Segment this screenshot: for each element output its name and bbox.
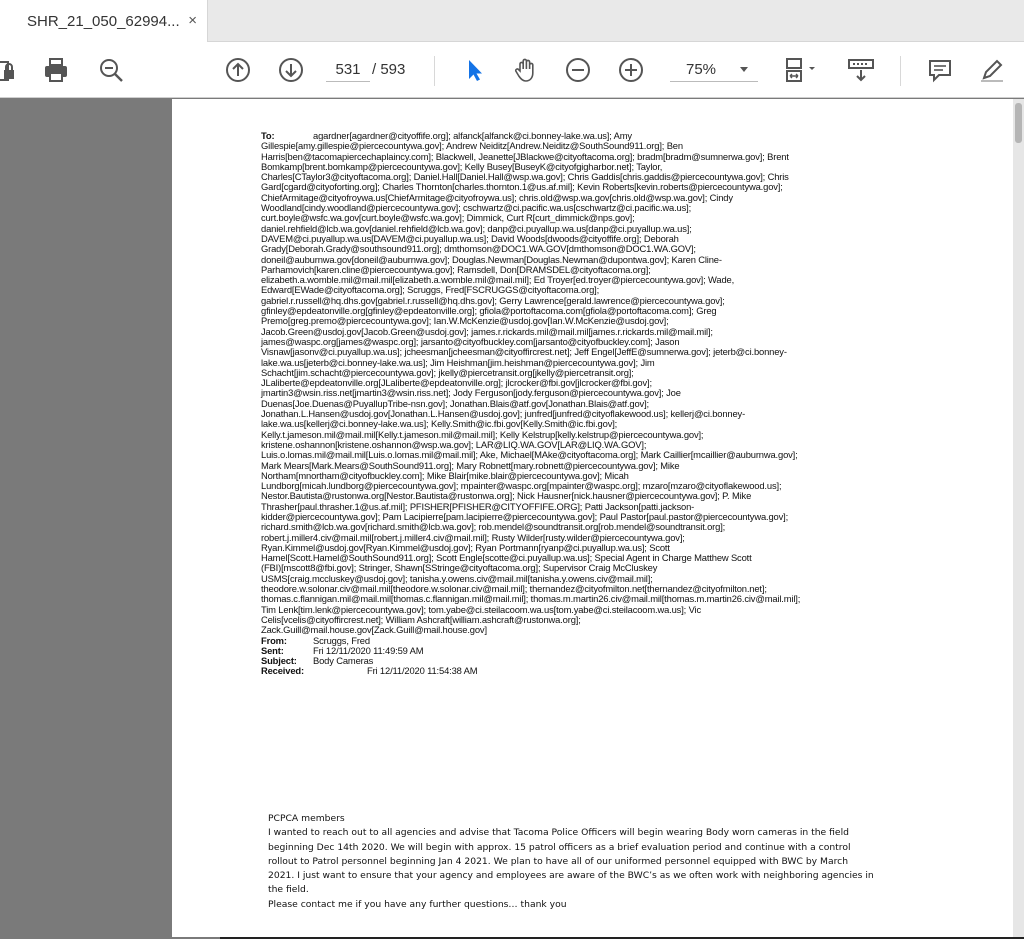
toolbar-divider bbox=[900, 56, 901, 86]
to-line: kristene.oshannon[kristene.oshannon@wsp.wa.gov]; LAR@LIQ.WA.GOV[LAR@LIQ.WA.GOV]; bbox=[261, 438, 647, 450]
zoom-search-icon[interactable] bbox=[95, 54, 127, 86]
page-count: / 593 bbox=[372, 61, 406, 78]
scrollbar-thumb[interactable] bbox=[1015, 103, 1022, 143]
fit-page-icon[interactable] bbox=[780, 54, 824, 86]
to-line: jmartin3@wsin.riss.net[jmartin3@wsin.riss.net]; Jody Ferguson[jody.ferguson@piercecountywa.gov]; Joe bbox=[261, 387, 681, 399]
received-value: Fri 12/11/2020 11:54:38 AM bbox=[367, 665, 478, 677]
body-line: I wanted to reach out to all agencies and advise that Tacoma Police Officers will begin wearing Body worn cameras in the field bbox=[268, 827, 849, 839]
to-line: Woodland[cindy.woodland@piercecountywa.gov]; cschwartz@ci.pacific.wa.us[cschwartz@ci.pacific.wa.us]; bbox=[261, 202, 692, 214]
to-line: Lundborg[micah.lundborg@piercecountywa.gov]; mpainter@waspc.org[mpainter@waspc.org]; mzaro[mzaro@cityoflakewood.us]; bbox=[261, 480, 782, 492]
to-line: gfinley@epdeatonville.org[gfinley@epdeatonville.org]; gfiola@portoftacoma.com[gfiola@portoftacoma.com]; Greg bbox=[261, 305, 717, 317]
page-number-input[interactable] bbox=[326, 58, 370, 82]
subject-value: Body Cameras bbox=[313, 655, 374, 667]
subject-header bbox=[261, 656, 921, 666]
to-line: james@waspc.org[james@waspc.org]; jarsanto@cityofbuckley.com[jarsanto@cityofbuckley.com]; Jason bbox=[261, 335, 680, 347]
zoom-out-icon[interactable] bbox=[562, 54, 594, 86]
to-line: ChiefArmitage@cityofroywa.us[ChiefArmitage@cityofroywa.us]; chris.old@wsp.wa.gov[chris.old@wsp.wa.gov]; Cindy bbox=[261, 191, 733, 203]
email-headers bbox=[261, 131, 921, 677]
to-line: kidder@piercecountywa.gov]; Pam Lacipierre[pam.lacipierre@piercecountywa.gov]; Paul Pastor[paul.pastor@piercecountywa.gov]; bbox=[261, 510, 789, 522]
to-line: Gard[cgard@cityoforting.org]; Charles Thornton[charles.thornton.1@us.af.mil]; Kevin Roberts[kevin.roberts@piercecountywa.gov]; bbox=[261, 181, 783, 193]
to-line: Schacht[jim.schacht@piercecountywa.gov]; jkelly@piercetransit.org[jkelly@piercetransit.org]; bbox=[261, 366, 634, 378]
document-viewport[interactable] bbox=[0, 99, 1024, 939]
to-line: JLaliberte@epdeatonville.org[JLaliberte@epdeatonville.org]; jlcrocker@fbi.gov[jlcrocker@fbi.gov]; bbox=[261, 377, 652, 389]
to-line: Ryan.Kimmel@usdoj.gov[Ryan.Kimmel@usdoj.gov]; Ryan Portmann[ryanp@ci.puyallup.wa.us]; Scott bbox=[261, 541, 670, 553]
tab-bar bbox=[0, 0, 1024, 42]
next-page-icon[interactable] bbox=[275, 54, 307, 86]
to-line: Harris[ben@tacomapiercechaplaincy.com]; Blackwell, Jeanette[JBlackwe@cityoftacoma.org]; bradm[bradm@sumnerwa.gov]; Brent bbox=[261, 150, 789, 162]
email-body bbox=[268, 812, 928, 912]
zoom-in-icon[interactable] bbox=[615, 54, 647, 86]
to-line: Duenas[Joe.Duenas@PuyallupTribe-nsn.gov]; Jonathan.Blais@atf.gov[Jonathan.Blais@atf.gov]; bbox=[261, 397, 649, 409]
to-line: richard.smith@lcb.wa.gov[richard.smith@lcb.wa.gov]; rob.mendel@soundtransit.org[rob.mendel@soundtransit.org]; bbox=[261, 521, 726, 533]
to-line: Charles[CTaylor3@cityoftacoma.org]; Daniel.Hall[Daniel.Hall@wsp.wa.gov]; Chris Gaddis[chris.gaddis@piercecountywa.gov]; Chris bbox=[261, 171, 789, 183]
to-line: Mark Mears[Mark.Mears@SouthSound911.org]; Mary Robnett[mary.robnett@piercecountywa.gov]; Mike bbox=[261, 459, 680, 471]
to-line: DAVEM@ci.puyallup.wa.us[DAVEM@ci.puyallup.wa.us]; David Woods[dwoods@cityoffife.org]; Deborah bbox=[261, 232, 679, 244]
to-line: robert.j.miller4.civ@mail.mil[robert.j.miller4.civ@mail.mil]; Rusty Wilder[rusty.wilder@piercecountywa.gov]; bbox=[261, 531, 685, 543]
body-line: rollout to Patrol personnel beginning Jan 4 2021. We plan to have all of our uniformed personnel equipped with BWC by March bbox=[268, 855, 849, 867]
to-line: Tim Lenk[tim.lenk@piercecountywa.gov]; tom.yabe@ci.steilacoom.wa.us[tom.yabe@ci.steilacoom.wa.us]; Vic bbox=[261, 603, 701, 615]
tab-title: SHR_21_050_62994... bbox=[27, 12, 180, 30]
to-line: lake.wa.us[kellerj@ci.bonney-lake.wa.us]; Kelly.Smith@ic.fbi.gov[Kelly.Smith@ic.fbi.gov]; bbox=[261, 418, 618, 430]
to-recipients bbox=[261, 141, 921, 635]
received-label: Received: bbox=[261, 665, 304, 677]
sent-label: Sent: bbox=[261, 644, 284, 656]
to-line: Luis.o.lomas.mil@mail.mil[Luis.o.lomas.mil@mail.mil]; Ake, Michael[MAke@cityoftacoma.org]; Mark Caillier[mcaillier@auburnwa.gov]; bbox=[261, 449, 798, 461]
to-line: Zack.Guill@mail.house.gov[Zack.Guill@mail.house.gov] bbox=[261, 624, 487, 636]
scrolling-mode-icon[interactable] bbox=[845, 54, 877, 86]
print-icon[interactable] bbox=[40, 54, 72, 86]
to-line: Premo[greg.premo@piercecountywa.gov]; Ian.W.McKenzie@usdoj.gov[Ian.W.McKenzie@usdoj.gov]; bbox=[261, 315, 669, 327]
toolbar-divider bbox=[434, 56, 435, 86]
to-line: Visnaw[jasonv@ci.puyallup.wa.us]; jcheesman[jcheesman@cityoffircrest.net]; Jeff Engel[JeffE@sumnerwa.gov]; jeterb@ci.bonney- bbox=[261, 346, 787, 358]
from-label: From: bbox=[261, 634, 287, 646]
to-line: Gillespie[amy.gillespie@piercecountywa.gov]; Andrew Neiditz[Andrew.Neiditz@SouthSound911.org]; Ben bbox=[261, 140, 683, 152]
to-line: lake.wa.us[jeterb@ci.bonney-lake.wa.us]; Jim Heishman[jim.heishman@piercecountywa.gov]; Jim bbox=[261, 356, 655, 368]
body-line: the field. bbox=[268, 884, 309, 896]
to-line: Hamel[Scott.Hamel@SouthSound911.org]; Scott Engle[scotte@ci.puyallup.wa.us]; Special Agent in Charge Matthew Scott bbox=[261, 552, 752, 564]
to-line: Northam[mnortham@cityofbuckley.com]; Mike Blair[mike.blair@piercecountywa.gov]; Micah bbox=[261, 469, 629, 481]
to-line: Nestor.Bautista@rustonwa.org[Nestor.Bautista@rustonwa.org]; Nick Hausner[nick.hausner@piercecountywa.gov]; P. Mike bbox=[261, 490, 752, 502]
to-line: USMS[craig.mccluskey@usdoj.gov]; tanisha.y.owens.civ@mail.mil[tanisha.y.owens.civ@mail.mil]; bbox=[261, 572, 653, 584]
to-line: gabriel.r.russell@hq.dhs.gov[gabriel.r.russell@hq.dhs.gov]; Gerry Lawrence[gerald.lawrence@piercecountywa.gov]; bbox=[261, 294, 725, 306]
to-line: Jacob.Green@usdoj.gov[Jacob.Green@usdoj.gov]; james.r.rickards.mil@mail.mil[james.r.rickards.mil@mail.mil]; bbox=[261, 325, 713, 337]
to-line: Celis[vcelis@cityoffircrest.net]; William Ashcraft[william.ashcraft@rustonwa.org]; bbox=[261, 613, 581, 625]
body-line: 2021. I just want to ensure that your agency and employees are aware of the BWC’s as we often work with neighboring agencies in bbox=[268, 870, 874, 882]
to-line: Kelly.t.jameson.mil@mail.mil[Kelly.t.jameson.mil@mail.mil]; Kelly Kelstrup[kelly.kelstrup@piercecountywa.gov]; bbox=[261, 428, 704, 440]
to-line: daniel.rehfield@lcb.wa.gov[daniel.rehfield@lcb.wa.gov]; danp@ci.puyallup.wa.us[danp@ci.puyallup.wa.us]; bbox=[261, 222, 692, 234]
sent-value: Fri 12/11/2020 11:49:59 AM bbox=[313, 644, 424, 656]
body-line: beginning Dec 14th 2020. We will begin with approx. 15 patrol officers as a brief evaluation period and continue with a control bbox=[268, 841, 851, 853]
tab-close-icon[interactable]: × bbox=[188, 12, 197, 29]
zoom-level-value: 75% bbox=[686, 61, 717, 78]
select-tool-icon[interactable] bbox=[458, 54, 490, 86]
to-line: theodore.w.solonar.civ@mail.mil[theodore.w.solonar.civ@mail.mil]; thernandez@cityofmilton.net[thernandez@cityofmilton.net]; bbox=[261, 583, 767, 595]
to-line: Parhamovich[karen.cline@piercecountywa.gov]; Ramsdell, Don[DRAMSDEL@cityoftacoma.org]; bbox=[261, 263, 651, 275]
received-header bbox=[261, 666, 921, 676]
vertical-scrollbar[interactable] bbox=[1013, 99, 1024, 939]
to-line: agardner[agardner@cityoffife.org]; alfanck[alfanck@ci.bonney-lake.wa.us]; Amy bbox=[313, 130, 632, 141]
to-line: Bomkamp[brent.bomkamp@piercecountywa.gov]; Kelly Busey[BuseyK@cityofgigharbor.net]; Taylor, bbox=[261, 160, 663, 172]
previous-page-icon[interactable] bbox=[222, 54, 254, 86]
body-greeting: PCPCA members bbox=[268, 813, 345, 824]
zoom-level-select[interactable] bbox=[670, 58, 758, 82]
to-line: Grady[Deborah.Grady@southsound911.org]; dmthomson@DOC1.WA.GOV[dmthomson@DOC1.WA.GOV]; bbox=[261, 243, 696, 255]
to-line: Thrasher[paul.thrasher.1@us.af.mil]; PFISHER[PFISHER@CITYOFFIFE.ORG]; Patti Jackson[patti.jackson- bbox=[261, 500, 695, 512]
body-line: Please contact me if you have any further questions… thank you bbox=[268, 898, 567, 910]
to-line: (FBI)[mscott8@fbi.gov]; Stringer, Shawn[SStringe@cityoftacoma.org]; Supervisor Craig McCluskey bbox=[261, 562, 658, 574]
draw-pen-icon[interactable] bbox=[976, 54, 1008, 86]
to-line: doneil@auburnwa.gov[doneil@auburnwa.gov]; Douglas.Newman[Douglas.Newman@dupontwa.gov]; Karen Cline- bbox=[261, 253, 722, 265]
comment-icon[interactable] bbox=[924, 54, 956, 86]
chevron-down-icon bbox=[740, 67, 748, 72]
to-line: Jonathan.L.Hansen@usdoj.gov[Jonathan.L.Hansen@usdoj.gov]; junfred[junfred@cityoflakewood.us]; kellerj@ci.bonney- bbox=[261, 408, 746, 420]
share-file-icon[interactable] bbox=[0, 54, 20, 86]
toolbar bbox=[0, 42, 1024, 98]
hand-tool-icon[interactable] bbox=[510, 54, 542, 86]
from-value: Scruggs, Fred bbox=[313, 634, 370, 646]
to-line: Edward[EWade@cityoftacoma.org]; Scruggs, Fred[FSCRUGGS@cityoftacoma.org]; bbox=[261, 284, 600, 296]
to-label: To: bbox=[261, 130, 275, 141]
to-line: thomas.c.flannigan.mil@mail.mil[thomas.c.flannigan.mil@mail.mil]; thomas.m.martin26.civ@mail.mil[thomas.m.martin26.civ@mail.mil]; bbox=[261, 593, 801, 605]
subject-label: Subject: bbox=[261, 655, 297, 667]
pdf-page bbox=[172, 99, 1013, 937]
to-line: curt.boyle@wsfc.wa.gov[curt.boyle@wsfc.wa.gov]; Dimmick, Curt R[curt_dimmick@nps.gov]; bbox=[261, 212, 635, 224]
document-tab[interactable] bbox=[0, 0, 208, 42]
to-line: elizabeth.a.womble.mil@mail.mil[elizabeth.a.womble.mil@mail.mil]; Ed Troyer[ed.troyer@piercecountywa.gov]; Wade, bbox=[261, 274, 735, 286]
